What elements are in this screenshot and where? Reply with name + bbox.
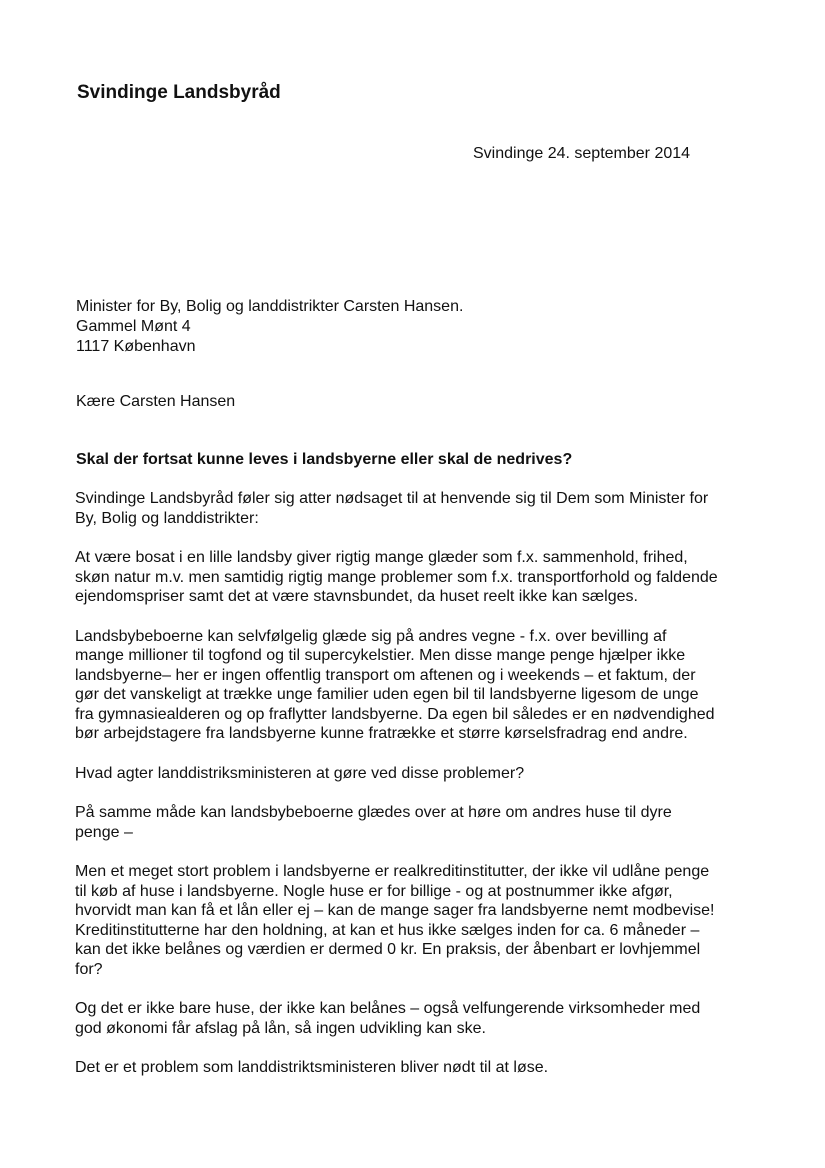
paragraph-line: skøn natur m.v. men samtidig rigtig mange problemer som f.x. transportforhold og faldende <box>75 568 718 586</box>
paragraph-line: By, Bolig og landdistrikter: <box>75 509 259 527</box>
paragraph-line: fra gymnasiealderen og op fraflytter landsbyerne. Da egen bil således er en nødvendighed <box>75 705 715 723</box>
recipient-city-line: 1117 København <box>76 338 196 355</box>
paragraph-line: At være bosat i en lille landsby giver rigtig mange glæder som f.x. sammenhold, frihed, <box>75 549 688 566</box>
paragraph-line: Men et meget stort problem i landsbyerne er realkreditinstitutter, der ikke vil udlåne penge <box>75 863 710 880</box>
paragraph-line: god økonomi får afslag på lån, så ingen udvikling kan ske. <box>75 1019 486 1037</box>
body-paragraph <box>75 489 755 528</box>
letter-body <box>75 489 755 1098</box>
paragraph-line: Svindinge Landsbyråd føler sig atter nødsaget til at henvende sig til Dem som Minister for <box>75 490 709 507</box>
sender-heading: Svindinge Landsbyråd <box>77 82 281 103</box>
body-paragraph <box>75 1058 755 1078</box>
body-paragraph <box>75 862 755 979</box>
salutation: Kære Carsten Hansen <box>76 393 236 410</box>
recipient-name-line: Minister for By, Bolig og landdistrikter Carsten Hansen. <box>76 298 464 315</box>
paragraph-line: Og det er ikke bare huse, der ikke kan belånes – også velfungerende virksomheder med <box>75 1000 701 1017</box>
paragraph-line: for? <box>75 960 103 978</box>
paragraph-line: landsbyerne– her er ingen offentlig transport om aftenen og i weekends – et faktum, der <box>75 666 696 684</box>
paragraph-line: kan det ikke belånes og værdien er dermed 0 kr. En praksis, der åbenbart er lovhjemmel <box>75 941 701 958</box>
paragraph-line: til køb af huse i landsbyerne. Nogle huse er for billige - og at postnummer ikke afgør, <box>75 882 673 900</box>
paragraph-line: På samme måde kan landsbybeboerne glædes over at høre om andres huse til dyre <box>75 804 672 821</box>
body-paragraph <box>75 627 755 744</box>
paragraph-line: ejendomspriser samt det at være stavnsbundet, da huset reelt ikke kan sælges. <box>75 588 638 605</box>
body-paragraph <box>75 548 755 607</box>
paragraph-line: Det er et problem som landdistriktsministeren bliver nødt til at løse. <box>75 1059 549 1076</box>
paragraph-line: Landsbybeboerne kan selvfølgelig glæde sig på andres vegne - f.x. over bevilling af <box>75 627 667 645</box>
paragraph-line: bør arbejdstagere fra landsbyerne kunne fratrække et større kørselsfradrag end andre. <box>75 725 688 742</box>
paragraph-line: Kreditinstitutterne har den holdning, at kan et hus ikke sælges inden for ca. 6 måneder – <box>75 921 700 939</box>
recipient-street-line: Gammel Mønt 4 <box>76 318 191 335</box>
body-paragraph <box>75 803 755 842</box>
body-paragraph <box>75 764 755 784</box>
body-paragraph <box>75 999 755 1038</box>
paragraph-line: Hvad agter landdistriksministeren at gøre ved disse problemer? <box>75 764 525 782</box>
paragraph-line: hvorvidt man kan få et lån eller ej – kan de mange sager fra landsbyerne nemt modbevise! <box>75 902 715 919</box>
paragraph-line: mange millioner til togfond og til supercykelstier. Men disse mange penge hjælper ikke <box>75 647 686 664</box>
paragraph-line: penge – <box>75 823 133 841</box>
letter-date: Svindinge 24. september 2014 <box>473 145 691 162</box>
recipient-address <box>76 297 463 357</box>
paragraph-line: gør det vanskeligt at trække unge familier uden egen bil til landsbyerne ligesom de unge <box>75 686 699 703</box>
subject-heading: Skal der fortsat kunne leves i landsbyerne eller skal de nedrives? <box>76 451 573 468</box>
